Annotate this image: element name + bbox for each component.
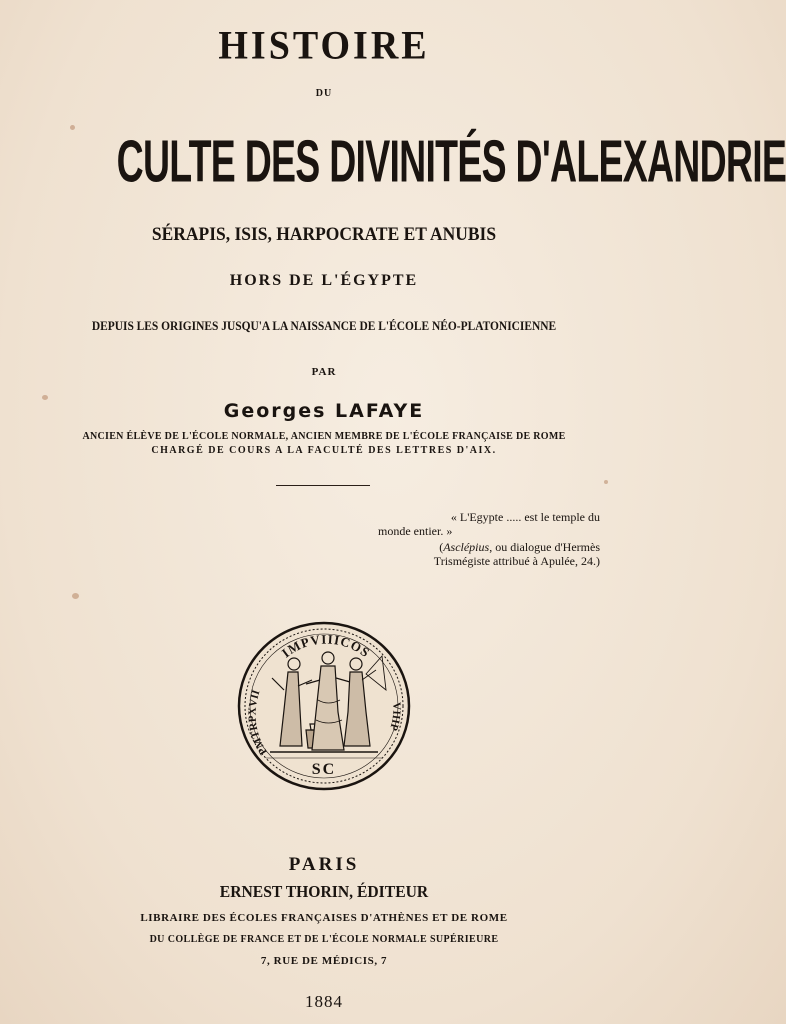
subtitle-depuis: DEPUIS LES ORIGINES JUSQU'A LA NAISSANCE DE L'ÉCOLE NÉO-PLATONICIENNE — [91, 318, 557, 333]
coin-legend-left: PMTRPXVII — [246, 688, 270, 757]
title-culte: CULTE DES DIVINITÉS D'ALEXANDRIE — [116, 128, 786, 196]
roman-coin-image — [236, 620, 412, 792]
epigraph-quote-line-1: « L'Egypte ..... est le temple du — [450, 510, 600, 524]
epigraph-quote-line-2: monde entier. » — [378, 524, 453, 538]
imprint-city: PARIS — [288, 854, 360, 875]
epigraph-source-rest: , ou dialogue d'Hermès — [489, 540, 600, 554]
divider-rule — [276, 485, 370, 487]
subtitle-gods: SÉRAPIS, ISIS, HARPOCRATE ET ANUBIS — [151, 224, 497, 245]
epigraph-source-title: Asclépius — [443, 540, 490, 554]
imprint-publisher: ERNEST THORIN, ÉDITEUR — [219, 882, 429, 901]
epigraph-source-line-1: (Asclépius, ou dialogue d'Hermès — [439, 540, 600, 554]
coin-legend-right: VIIIP — [387, 702, 403, 732]
imprint-library-1: LIBRAIRE DES ÉCOLES FRANÇAISES D'ATHÈNES ET DE ROME — [140, 912, 508, 924]
imprint-library-2: DU COLLÈGE DE FRANCE ET DE L'ÉCOLE NORMALE SUPÉRIEURE — [149, 934, 499, 945]
imprint-year: 1884 — [305, 992, 343, 1011]
author-credential-2: CHARGÉ DE COURS A LA FACULTÉ DES LETTRES D'AIX. — [151, 445, 497, 456]
par-label: PAR — [311, 366, 337, 378]
imprint-address: 7, RUE DE MÉDICIS, 7 — [260, 955, 388, 967]
coin-legend-top: IMPVIIICOS — [278, 631, 374, 661]
title-histoire: HISTOIRE — [218, 23, 430, 69]
foxing-spot — [72, 593, 79, 599]
coin-exergue: SC — [311, 761, 337, 778]
subtitle-hors: HORS DE L'ÉGYPTE — [229, 272, 419, 289]
foxing-spot — [70, 125, 75, 130]
author-name: Georges LAFAYE — [223, 400, 425, 422]
foxing-spot — [604, 480, 608, 484]
author-credential-1: ANCIEN ÉLÈVE DE L'ÉCOLE NORMALE, ANCIEN MEMBRE DE L'ÉCOLE FRANÇAISE DE ROME — [82, 431, 566, 442]
epigraph-source-line-2: Trismégiste attribué à Apulée, 24.) — [433, 554, 600, 568]
title-du: DU — [315, 88, 333, 99]
